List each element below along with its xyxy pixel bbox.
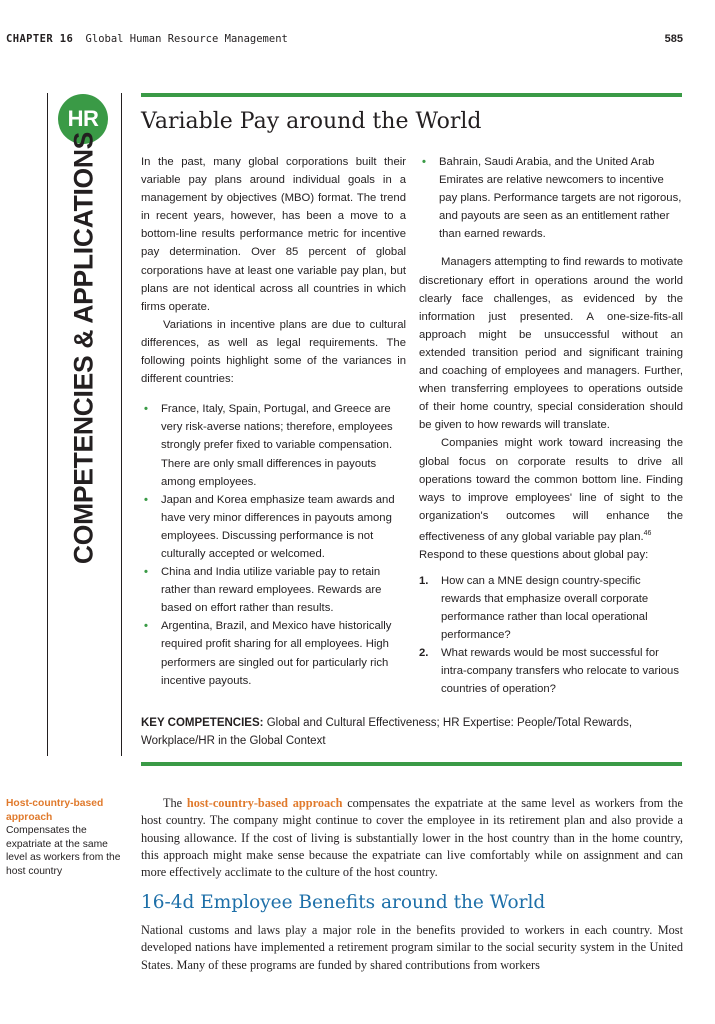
body-paragraph: National customs and laws play a major role in the benefits provided to workers in each country. Most developed nations have implemented a retirement program similar to the social security system in the United States. Many of these programs are funded by shared contributions from workers [141, 923, 683, 972]
body-paragraph: The host-country-based approach compensates the expatriate at the same level as workers from the host country. The company might continue to cover the employee in its retirement plan and also provide a housing allowance. If the cost of living is substantially lower in the host country than in the home country, this approach might make sense because the expatriate can live comfortably while on assignment and can more effectively acclimate to the culture of the host country. [141, 796, 684, 880]
question-item [419, 644, 683, 698]
key-competencies-label: KEY COMPETENCIES: [141, 717, 264, 729]
bullet-item: • France, Italy, Spain, Portugal, and Greece are very risk-averse nations; therefore, employees strongly prefer fixed to variable compensation. There are only small differences in payouts among employees. [141, 400, 406, 490]
question-text: How can a MNE design country-specific rewards that emphasize overall corporate performance rather than local operational performance? [441, 574, 649, 642]
question-number: 1. [419, 574, 429, 587]
page-number: 585 [664, 33, 683, 45]
section-heading: 16-4d Employee Benefits around the World [141, 892, 546, 913]
questions-intro: Respond to these questions about global pay: [419, 548, 649, 561]
key-competencies [141, 714, 683, 750]
footnote-ref: 46 [643, 529, 652, 537]
key-term-highlight: host-country-based approach [186, 796, 343, 810]
feature-side-label: COMPETENCIES & APPLICATIONS [68, 131, 99, 565]
feature-right-column [419, 153, 683, 698]
feature-paragraph-text: Companies might work toward increasing the global focus on corporate results to drive all operations toward the common bottom line. Finding ways to improve employees' line of sight to the organization's outcomes will enhance the effectiveness of any global variable pay plan. [419, 437, 683, 543]
feature-paragraph: Managers attempting to find rewards to motivate discretionary effort in operations around the world clearly face challenges, as evidenced by the information just presented. A one-size-fits-all approach might be unsuccessful without an extended transition period and significant training and coaching of employees and managers. Further, when transferring employees to operations outside of their home country, special consideration should be given to how rewards will translate. [419, 256, 683, 432]
bullet-item: • Japan and Korea emphasize team awards and have very minor differences in payouts among employees. Discussing performance is not culturally accepted or welcomed. [141, 491, 406, 563]
bullet-item: • Bahrain, Saudi Arabia, and the United Arab Emirates are relative newcomers to incentive pay plans. Performance targets are not rigorous, and payouts are seen as an entitlement rather than earned rewards. [419, 153, 683, 243]
country-bullet-list [141, 400, 406, 690]
feature-left-column [141, 153, 406, 690]
feature-box-rail [47, 93, 48, 756]
chapter-label: CHAPTER 16 [6, 33, 74, 45]
margin-glossary-note [6, 797, 122, 878]
glossary-term: Host-country-based approach [6, 798, 104, 823]
feature-paragraph [419, 434, 683, 545]
question-list [419, 572, 683, 699]
running-head [6, 33, 683, 45]
bullet-item: • China and India utilize variable pay to retain rather than reward employees. Rewards are based on effort rather than results. [141, 563, 406, 617]
feature-side-rule [121, 93, 122, 756]
feature-paragraph: In the past, many global corporations built their variable pay plans around individual goals in a management by objectives (MBO) format. The trend in recent years, however, has been a move to a bottom-line results performance metric for incentive pay determination. Over 85 percent of global corporations have at least one variable pay plan, but plans are not identical across all countries in which firms operate. [141, 156, 406, 313]
feature-bottom-rule [141, 762, 682, 766]
glossary-definition: Compensates the expatriate at the same level as workers from the host country [6, 825, 121, 877]
hr-badge-icon: HR [58, 94, 108, 144]
question-text: What rewards would be most successful for intra-company transfers who relocate to various countries of operation? [441, 647, 679, 696]
bullet-item: • Argentina, Brazil, and Mexico have historically required profit sharing for all employees. High performers are singled out for particularly rich incentive payouts. [141, 617, 406, 689]
key-competencies-text: Global and Cultural Effectiveness; HR Expertise: People/Total Rewards, Workplace/HR in the Global Context [141, 717, 633, 747]
question-number: 2. [419, 647, 429, 660]
feature-top-rule [141, 93, 682, 97]
country-bullet-list-continued [419, 153, 683, 243]
question-item [419, 572, 683, 644]
feature-title: Variable Pay around the World [141, 109, 482, 134]
chapter-title: Global Human Resource Management [85, 33, 288, 45]
feature-paragraph: Variations in incentive plans are due to cultural differences, as well as legal requirements. The following points highlight some of the variances in different countries: [141, 318, 406, 386]
